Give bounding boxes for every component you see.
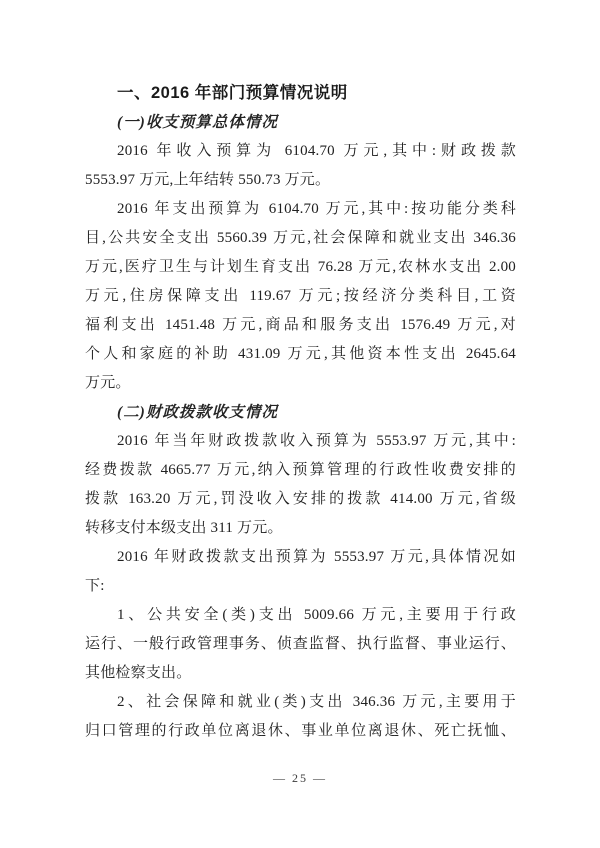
paragraph-line: 2016 年当年财政拨款收入预算为 5553.97 万元,其中:	[117, 433, 516, 449]
paragraph-line: 运行、一般行政管理事务、侦查监督、执行监督、事业运行、	[85, 636, 516, 652]
document-title: 一、2016 年部门预算情况说明	[117, 84, 348, 102]
page-content	[85, 79, 516, 746]
paragraph-line: 2、社会保障和就业(类)支出 346.36 万元,主要用于	[117, 694, 516, 710]
paragraph-line: 万元,医疗卫生与计划生育支出 76.28 万元,农林水支出 2.00	[85, 259, 516, 275]
paragraph-line: 万元。	[85, 375, 131, 391]
paragraph-line: 其他检察支出。	[85, 665, 192, 681]
paragraph-line: 2016 年支出预算为 6104.70 万元,其中:按功能分类科	[117, 201, 516, 217]
paragraph-line: 拨款 163.20 万元,罚没收入安排的拨款 414.00 万元,省级	[85, 491, 516, 507]
paragraph-line: 经费拨款 4665.77 万元,纳入预算管理的行政性收费安排的	[85, 462, 516, 478]
paragraph-line: 5553.97 万元,上年结转 550.73 万元。	[85, 172, 331, 188]
paragraph-line: 目,公共安全支出 5560.39 万元,社会保障和就业支出 346.36	[85, 230, 516, 246]
section1-heading: (一)收支预算总体情况	[117, 114, 278, 131]
paragraph-line: 个人和家庭的补助 431.09 万元,其他资本性支出 2645.64	[85, 346, 516, 362]
page-number: — 25 —	[273, 771, 327, 785]
paragraph-line: 2016 年收入预算为 6104.70 万元,其中:财政拨款	[117, 143, 516, 159]
paragraph-line: 下:	[85, 578, 105, 594]
paragraph-line: 2016 年财政拨款支出预算为 5553.97 万元,具体情况如	[117, 549, 516, 565]
section2-heading: (二)财政拨款收支情况	[117, 404, 278, 421]
paragraph-line: 转移支付本级支出 311 万元。	[85, 520, 283, 536]
paragraph-line: 福利支出 1451.48 万元,商品和服务支出 1576.49 万元,对	[85, 317, 516, 333]
paragraph-line: 万元,住房保障支出 119.67 万元;按经济分类科目,工资	[85, 288, 516, 304]
paragraph-line: 归口管理的行政单位离退休、事业单位离退休、死亡抚恤、	[85, 723, 516, 739]
paragraph-line: 1、公共安全(类)支出 5009.66 万元,主要用于行政	[117, 607, 516, 623]
